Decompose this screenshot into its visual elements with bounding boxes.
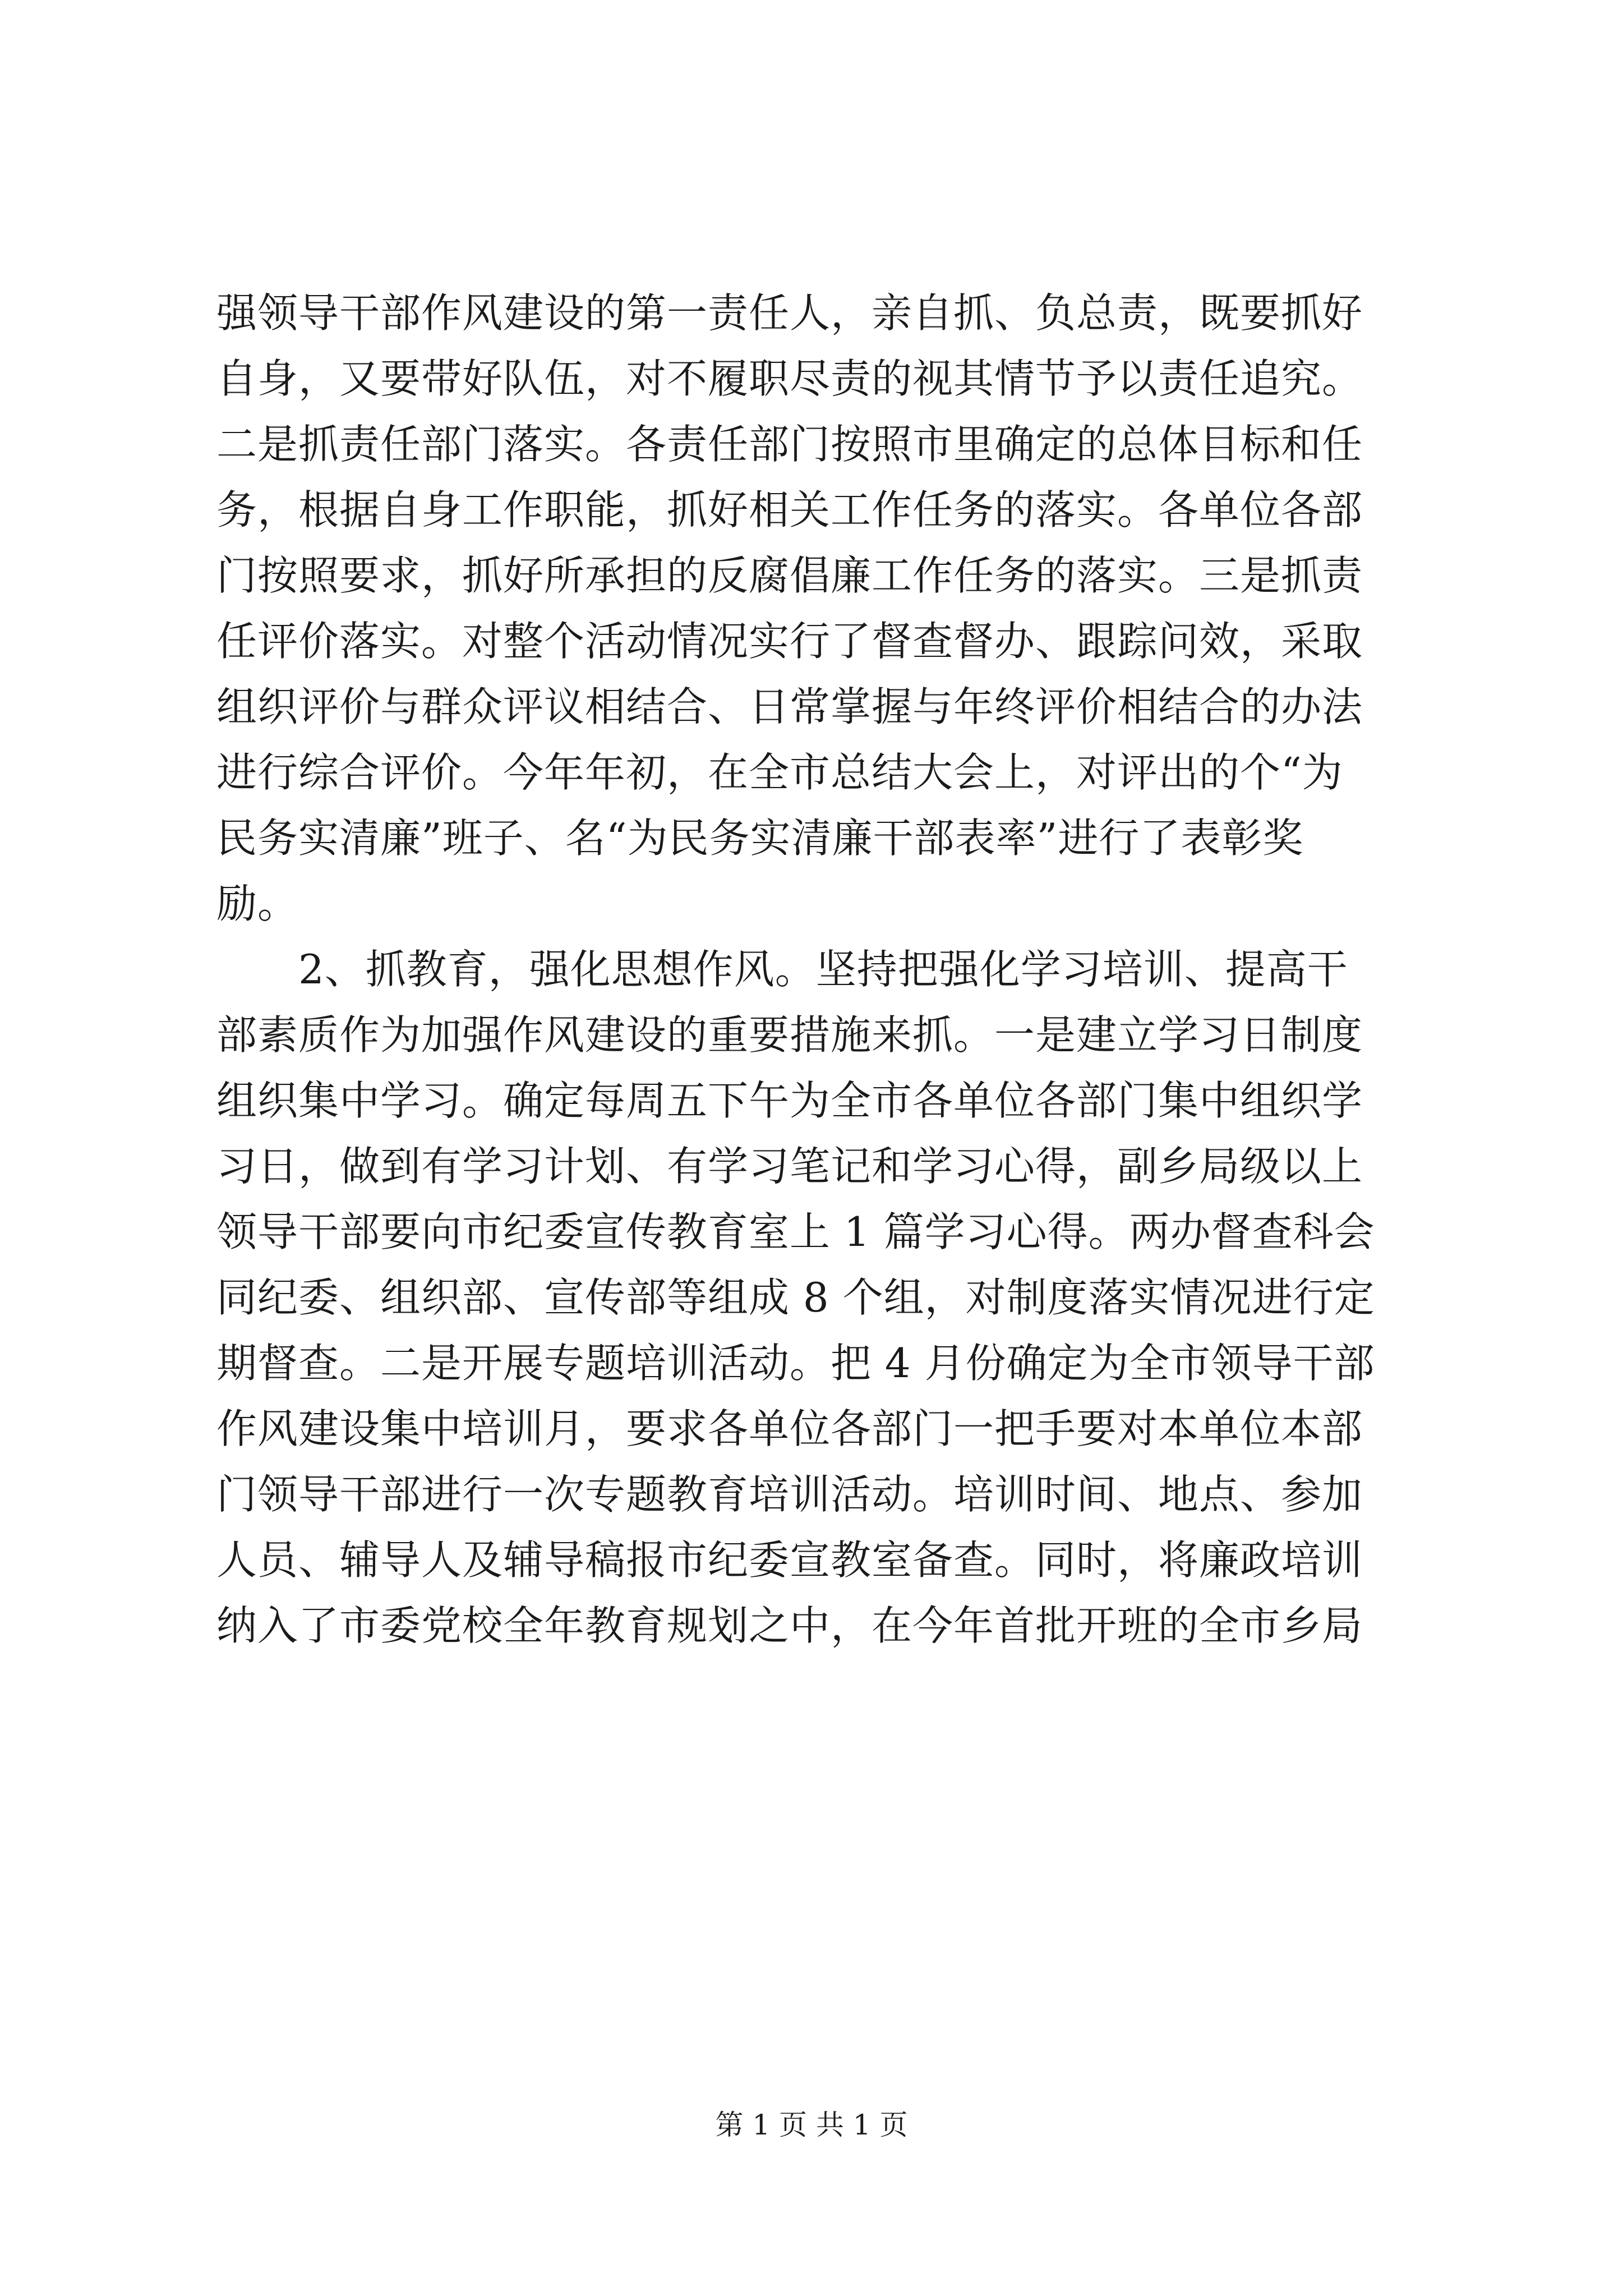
text-line: 门领导干部进行一次专题教育培训活动。培训时间、地点、参加 bbox=[216, 1471, 1363, 1518]
page-footer: 第 1 页 共 1 页 bbox=[715, 2109, 908, 2141]
body-text bbox=[216, 280, 1400, 1659]
text-line: 务，根据自身工作职能，抓好相关工作任务的落实。各单位各部 bbox=[216, 486, 1363, 533]
text-line: 民务实清廉”班子、名“为民务实清廉干部表率”进行了表彰奖 bbox=[216, 815, 1304, 862]
text-line: 组织集中学习。确定每周五下午为全市各单位各部门集中组织学 bbox=[216, 1077, 1363, 1124]
text-line: 强领导干部作风建设的第一责任人，亲自抓、负总责，既要抓好 bbox=[216, 289, 1363, 337]
text-line: 同纪委、组织部、宣传部等组成 8 个组，对制度落实情况进行定 bbox=[216, 1274, 1375, 1321]
text-line: 领导干部要向市纪委宣传教育室上 1 篇学习心得。两办督查科会 bbox=[216, 1208, 1375, 1255]
text-line: 习日，做到有学习计划、有学习笔记和学习心得，副乡局级以上 bbox=[216, 1143, 1363, 1190]
text-line: 部素质作为加强作风建设的重要措施来抓。一是建立学习日制度 bbox=[216, 1011, 1363, 1059]
text-line: 作风建设集中培训月，要求各单位各部门一把手要对本单位本部 bbox=[216, 1405, 1363, 1452]
text-line: 自身，又要带好队伍，对不履职尽责的视其情节予以责任追究。 bbox=[216, 355, 1363, 402]
text-line: 期督查。二是开展专题培训活动。把 4 月份确定为全市领导干部 bbox=[216, 1340, 1375, 1387]
text-line: 组织评价与群众评议相结合、日常掌握与年终评价相结合的办法 bbox=[216, 683, 1363, 730]
text-line: 进行综合评价。今年年初，在全市总结大会上，对评出的个“为 bbox=[216, 749, 1343, 796]
text-line: 门按照要求，抓好所承担的反腐倡廉工作任务的落实。三是抓责 bbox=[216, 552, 1363, 599]
text-line: 纳入了市委党校全年教育规划之中，在今年首批开班的全市乡局 bbox=[216, 1602, 1363, 1649]
text-line: 人员、辅导人及辅导稿报市纪委宣教室备查。同时，将廉政培训 bbox=[216, 1536, 1363, 1584]
text-line: 2、抓教育，强化思想作风。坚持把强化学习培训、提高干 bbox=[216, 946, 1348, 993]
text-line: 励。 bbox=[216, 880, 299, 927]
text-line: 二是抓责任部门落实。各责任部门按照市里确定的总体目标和任 bbox=[216, 421, 1363, 468]
text-line: 任评价落实。对整个活动情况实行了督查督办、跟踪问效，采取 bbox=[216, 618, 1363, 665]
